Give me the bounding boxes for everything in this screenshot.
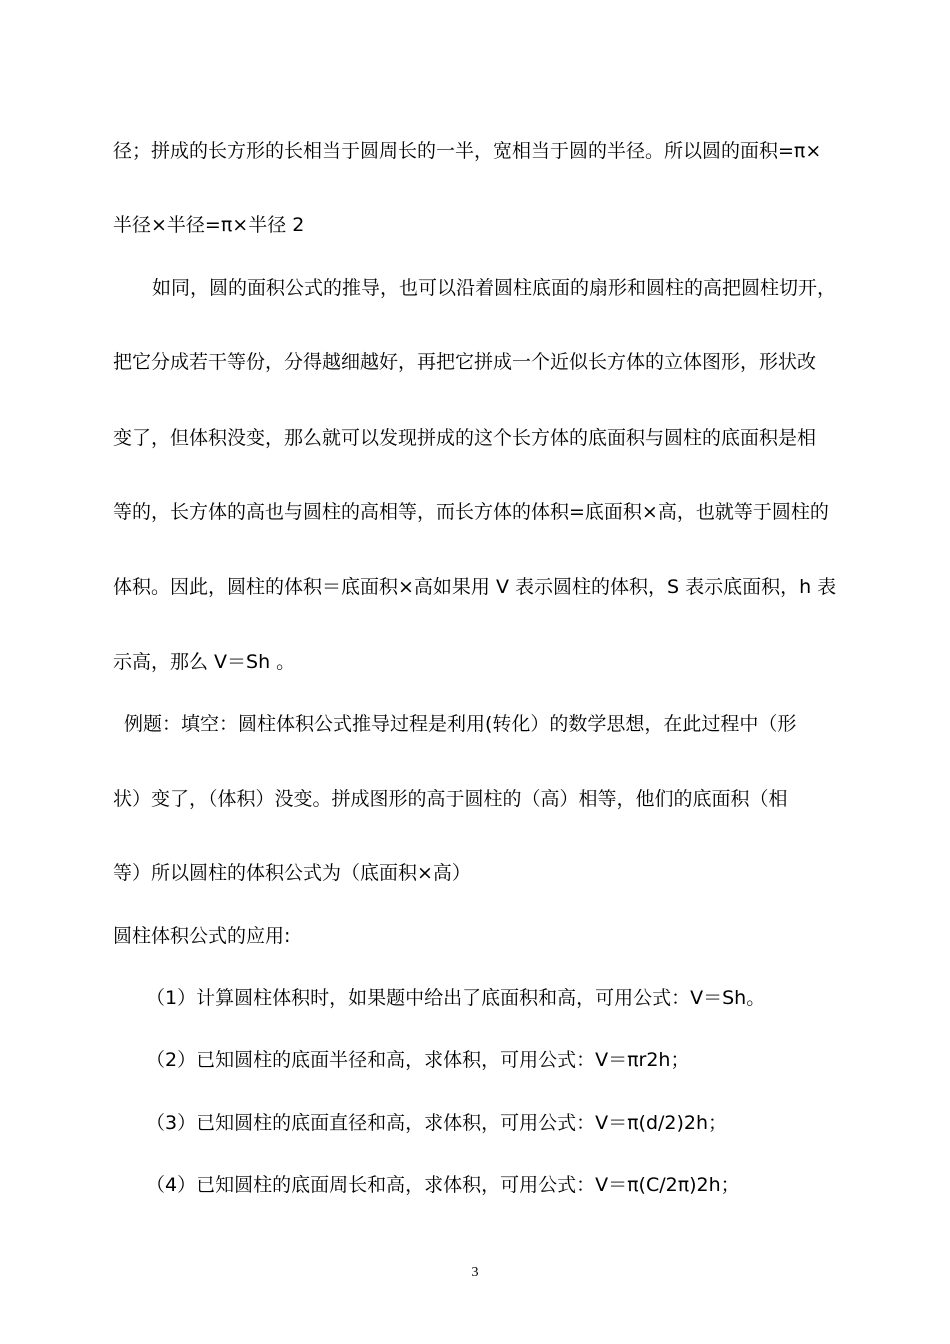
paragraph2-line2: 把它分成若干等份，分得越细越好，再把它拼成一个近似长方体的立体图形，形状改	[113, 351, 817, 373]
paragraph1-line2: 半径×半径=π×半径 2	[113, 214, 305, 236]
page-number: 3	[471, 1265, 479, 1280]
paragraph2-line5: 体积。因此，圆柱的体积＝底面积×高如果用 V 表示圆柱的体积，S 表示底面积，h 表	[113, 576, 837, 598]
application-item-2: （2）已知圆柱的底面半径和高，求体积，可用公式：V＝πr2h；	[146, 1049, 690, 1071]
paragraph2-line4: 等的，长方体的高也与圆柱的高相等，而长方体的体积=底面积×高，也就等于圆柱的	[113, 501, 829, 523]
example-line1: 例题：填空：圆柱体积公式推导过程是利用(转化）的数学思想，在此过程中（形	[124, 713, 797, 735]
example-line3: 等）所以圆柱的体积公式为（底面积×高）	[113, 862, 471, 884]
application-item-1: （1）计算圆柱体积时，如果题中给出了底面积和高，可用公式：V＝Sh。	[146, 987, 766, 1009]
paragraph2-line1: 如同，圆的面积公式的推导，也可以沿着圆柱底面的扇形和圆柱的高把圆柱切开，	[152, 277, 837, 299]
application-item-3: （3）已知圆柱的底面直径和高，求体积，可用公式：V＝π(d/2)2h；	[146, 1112, 728, 1134]
paragraph2-line3: 变了，但体积没变，那么就可以发现拼成的这个长方体的底面积与圆柱的底面积是相	[113, 427, 817, 449]
example-line2: 状）变了，（体积）没变。拼成图形的高于圆柱的（高）相等，他们的底面积（相	[113, 788, 788, 810]
paragraph1-line1: 径；拼成的长方形的长相当于圆周长的一半，宽相当于圆的半径。所以圆的面积=π×	[113, 140, 822, 162]
application-item-4: （4）已知圆柱的底面周长和高，求体积，可用公式：V＝π(C/2π)2h；	[146, 1174, 740, 1196]
paragraph2-line6: 示高，那么 V＝Sh 。	[113, 651, 296, 673]
application-heading: 圆柱体积公式的应用:	[113, 925, 291, 947]
